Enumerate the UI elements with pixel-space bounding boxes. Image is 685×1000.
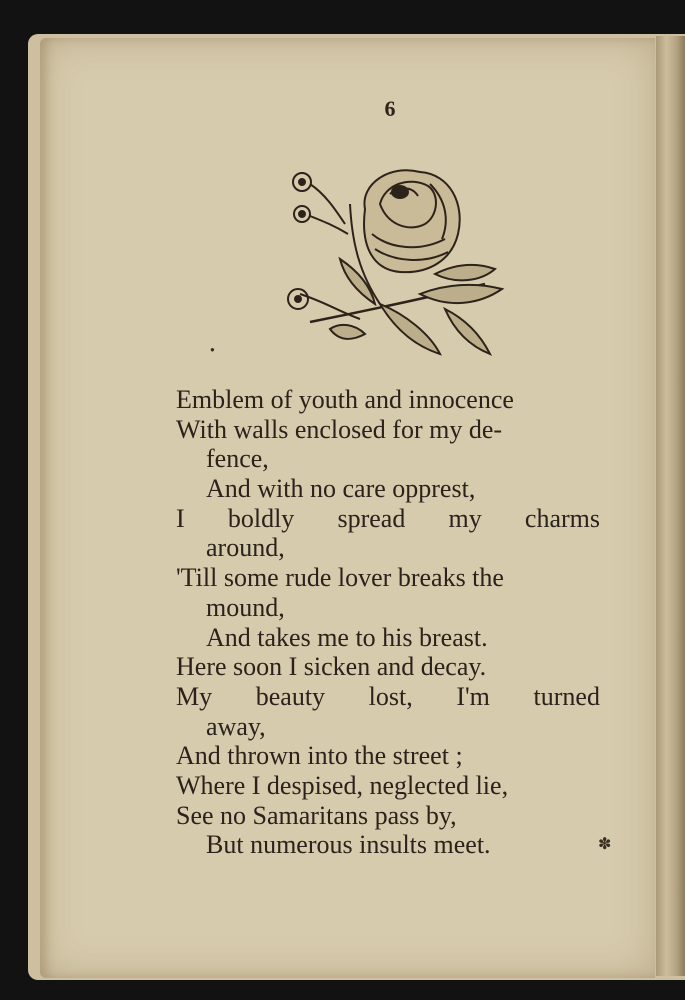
book-spine-edge <box>656 36 685 976</box>
poem-line: mound, <box>206 592 285 622</box>
poem-line: fence, <box>206 444 269 474</box>
poem-line: around, <box>206 533 285 563</box>
poem-line: 'Till some rude lover breaks the <box>176 563 504 593</box>
poem-word: turned <box>533 681 600 711</box>
poem-word: I <box>176 503 185 533</box>
page-number: 6 <box>384 96 396 121</box>
poem-word: lost, <box>368 681 413 711</box>
poem-line: And takes me to his breast. <box>206 622 488 652</box>
poem-line: With walls enclosed for my de- <box>176 414 503 444</box>
poem-line: See no Samaritans pass by, <box>176 800 457 830</box>
poem-word: my <box>448 503 482 533</box>
poem-line <box>176 504 600 534</box>
poem-line: And thrown into the street ; <box>176 741 463 771</box>
poem-line: But numerous insults meet. <box>206 830 491 860</box>
poem-line: Where I despised, neglected lie, <box>176 770 509 800</box>
ink-speck: ● <box>210 345 215 354</box>
poem-line: Emblem of youth and innocence <box>176 385 514 414</box>
poem-word: I'm <box>456 681 490 711</box>
poem-line: away, <box>206 711 266 741</box>
poem-line: Here soon I sicken and decay. <box>176 652 487 682</box>
rose-woodcut-icon <box>280 164 510 364</box>
poem-word: boldly <box>227 503 295 533</box>
poem-word: spread <box>337 503 406 533</box>
poem-line <box>176 682 600 712</box>
poem-word: beauty <box>255 681 326 711</box>
ink-speck: ✽ <box>598 836 612 853</box>
poem-line: And with no care opprest, <box>206 474 476 504</box>
poem-word: charms <box>524 503 600 533</box>
poem <box>176 385 606 860</box>
poem-word: My <box>176 681 213 711</box>
